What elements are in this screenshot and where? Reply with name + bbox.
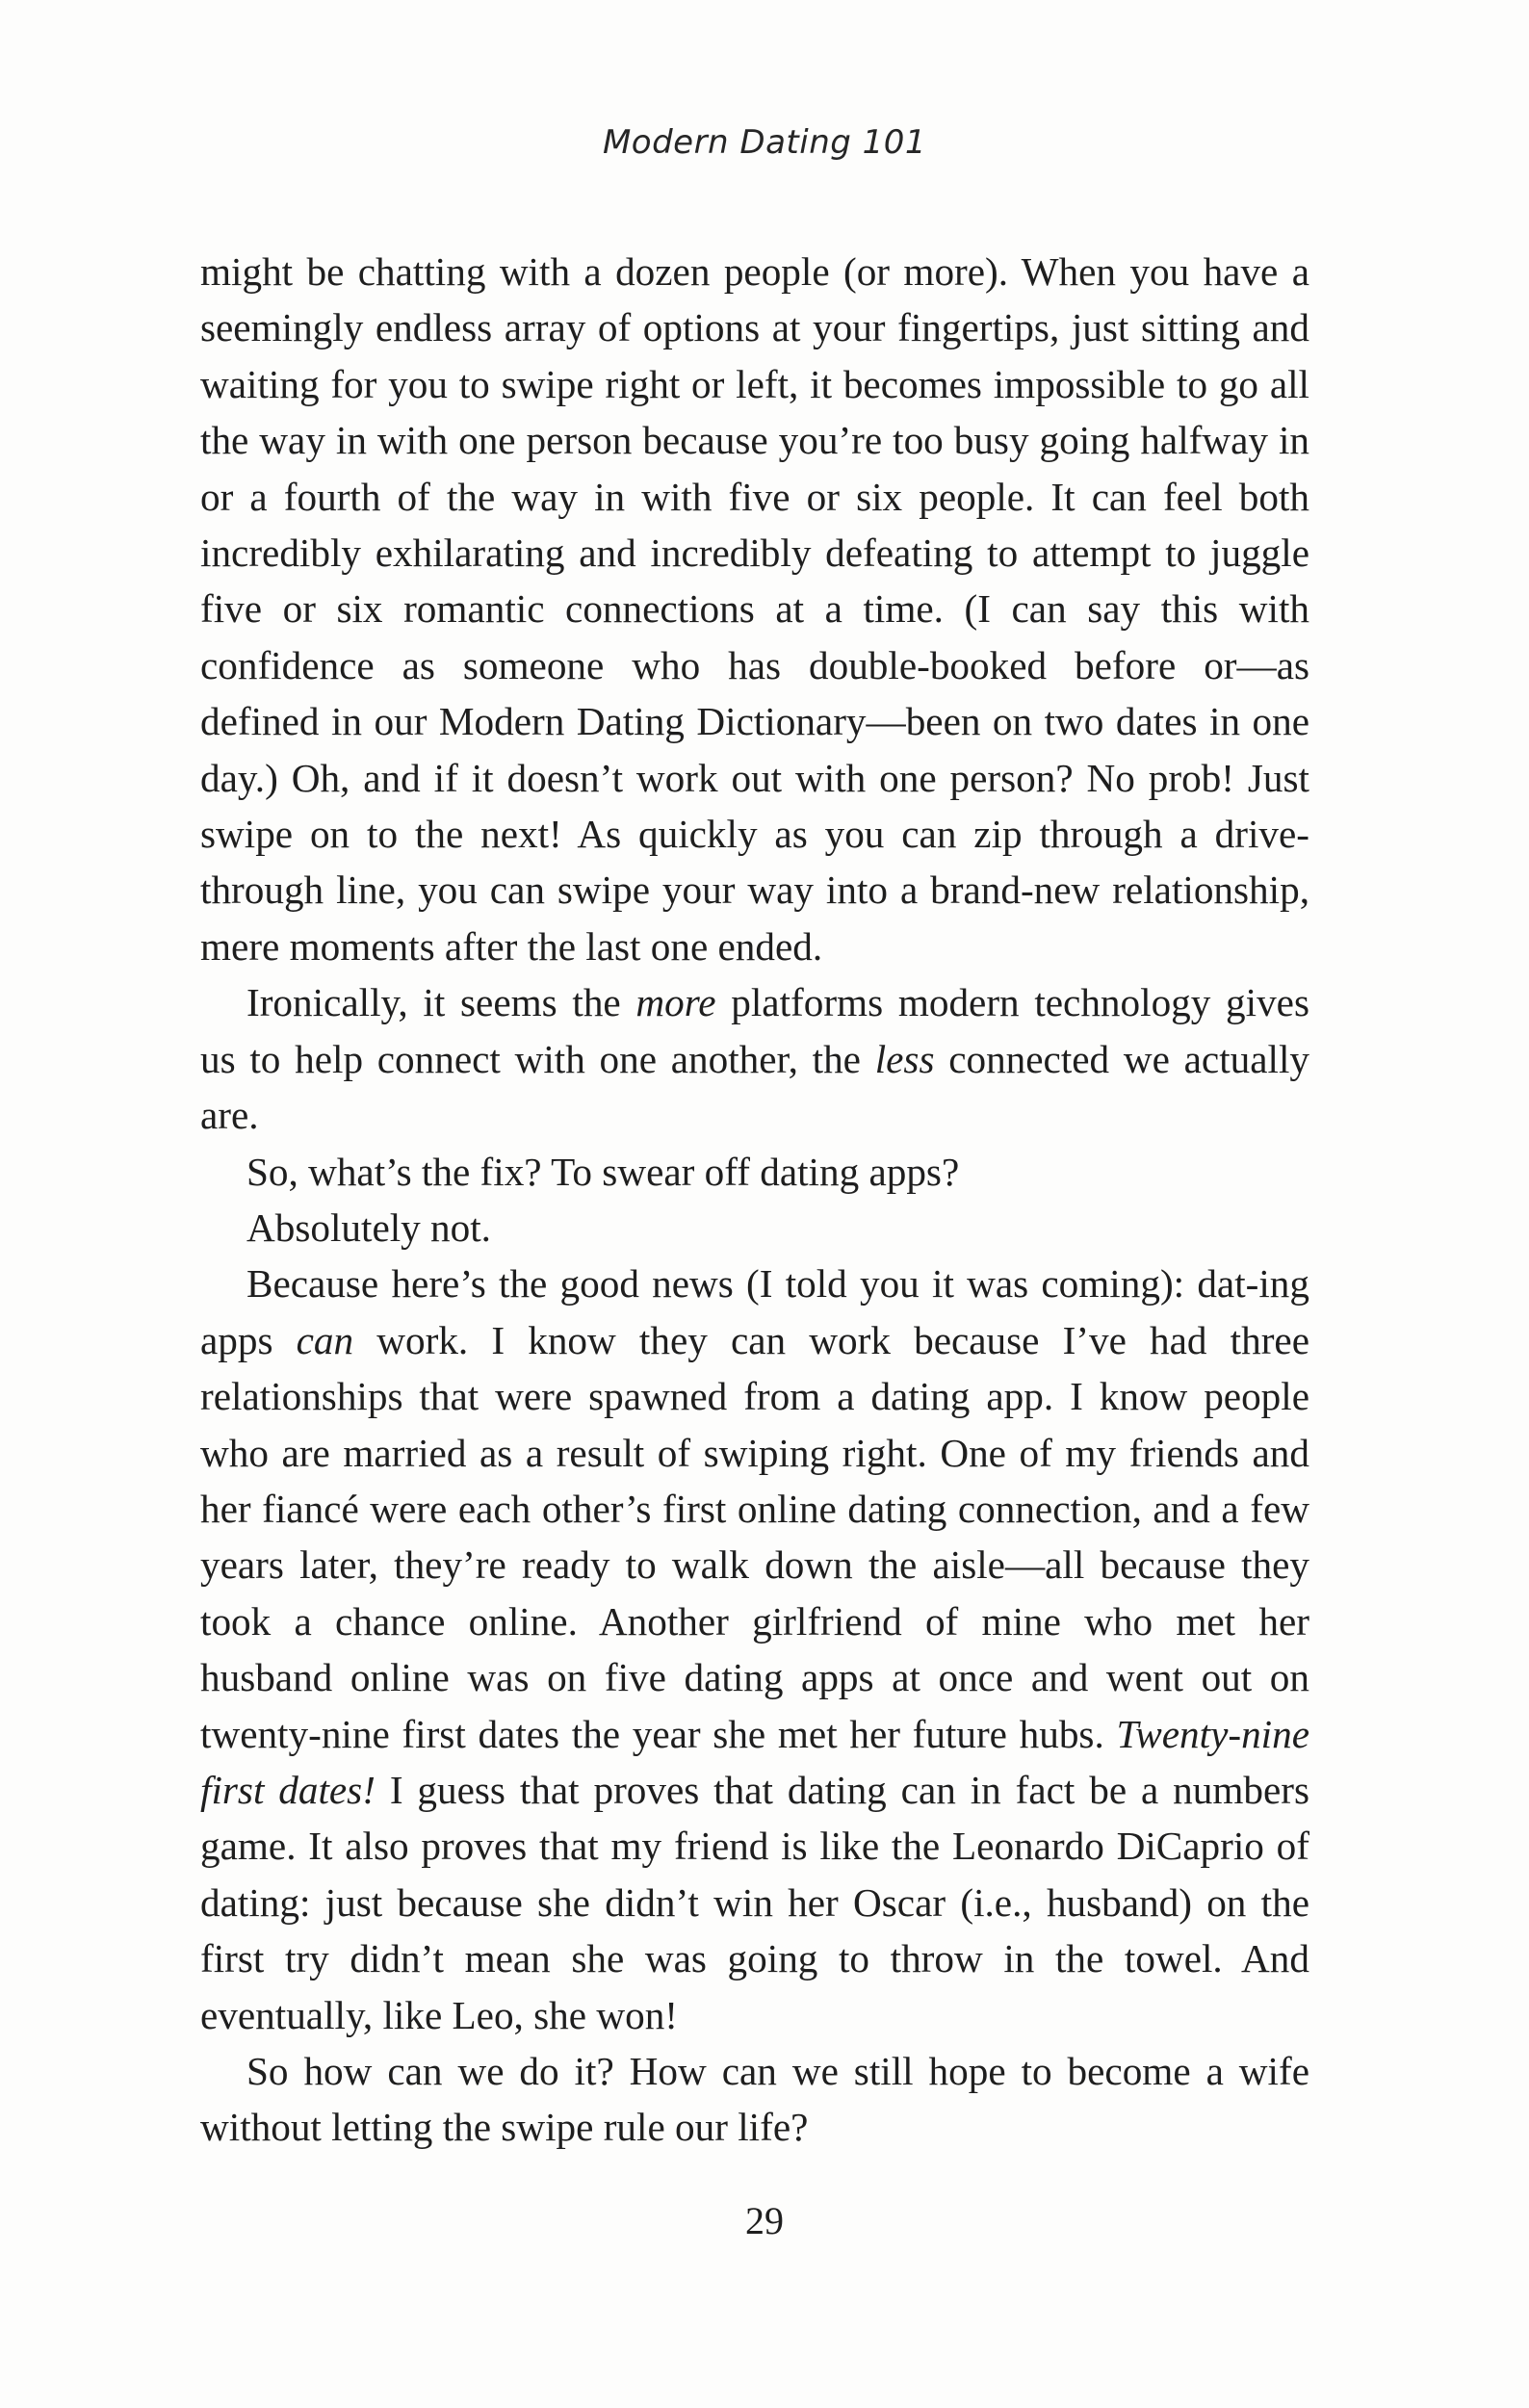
- text-run: I guess that proves that dating can in fact be a numbers game. It also proves that my friend is like the Leonardo DiCaprio of dating: just because she didn’t win her Oscar (i.e., husband) on the first try didn’t mean she was going to throw in the towel. And eventually, like Leo, she won!: [200, 1767, 1309, 2037]
- emphasis-text: Twenty-nine first dates!: [200, 1711, 1309, 1812]
- text-run: So how can we do it? How can we still hope to become a wife without letting the swipe rule our life?: [200, 2049, 1309, 2150]
- emphasis-text: can: [296, 1317, 354, 1362]
- paragraph: [200, 1256, 1309, 2043]
- emphasis-text: less: [874, 1036, 935, 1081]
- text-run: Absolutely not.: [246, 1204, 491, 1250]
- paragraph: [200, 2043, 1309, 2156]
- text-run: might be chatting with a dozen people (or more). When you have a seemingly endless array of options at your fingertips, just sitting and waiting for you to swipe right or left, it becomes impossible to go all the way in with one person because you’re too busy going halfway in or a fourth of the way in with five or six people. It can feel both incredibly exhilarating and incredibly defeating to attempt to juggle five or six romantic connections at a time. (I can say this with confidence as someone who has double-booked before or—as defined in our Modern Dating Dictionary—been on two dates in one day.) Oh, and if it doesn’t work out with one person? No prob! Just swipe on to the next! As quickly as you can zip through a drive-through line, you can swipe your way into a brand-new relationship, mere moments after the last one ended.: [200, 249, 1309, 969]
- paragraph: [200, 1200, 1309, 1256]
- text-run: Because here’s the good news (I told you it was coming): dat-ing apps: [200, 1261, 1309, 1362]
- paragraph: [200, 244, 1309, 974]
- text-run: So, what’s the fix? To swear off dating apps?: [246, 1149, 960, 1194]
- running-head: Modern Dating 101: [602, 123, 927, 162]
- emphasis-text: more: [635, 980, 716, 1025]
- body-text: [200, 244, 1309, 2156]
- text-run: connected we actually are.: [200, 1036, 1309, 1138]
- page-number: 29: [745, 2199, 784, 2242]
- text-run: Ironically, it seems the: [246, 980, 636, 1025]
- text-run: platforms modern technology gives us to help connect with one another, the: [200, 980, 1309, 1081]
- paragraph: [200, 974, 1309, 1143]
- paragraph: [200, 1144, 1309, 1200]
- text-run: work. I know they can work because I’ve had three relationships that were spawned from a dating app. I know people who are married as a result of swiping right. One of my friends and her fiancé were each other’s first online dating connection, and a few years later, they’re ready to walk down the aisle—all because they took a chance online. Another girlfriend of mine who met her husband online was on five dating apps at once and went out on twenty-nine first dates the year she met her future hubs.: [200, 1317, 1309, 1756]
